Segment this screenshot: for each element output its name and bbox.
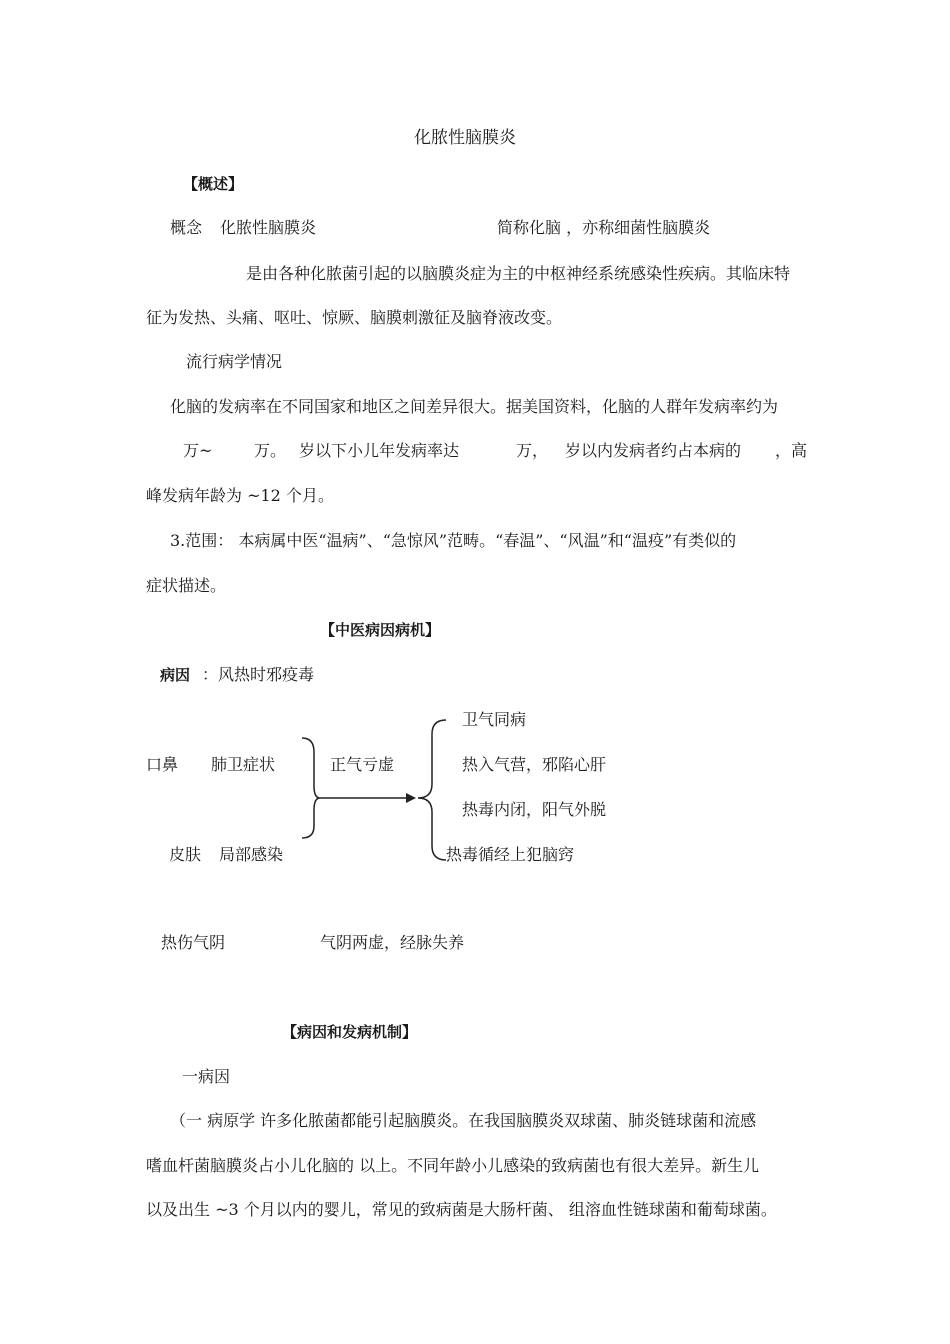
epidemiology-line-2-d: 万， — [516, 441, 549, 460]
epidemiology-line-2-b: 万。 — [254, 441, 287, 460]
cause-text: ：风热时邪疫毒 — [202, 665, 315, 684]
outcome-4: 热毒循经上犯脑窍 — [446, 845, 575, 864]
epidemiology-line-2-e: 岁以内发病者约占本病的 — [565, 441, 742, 460]
definition-line-2: 征为发热、头痛、呕吐、惊厥、脑膜刺激征及脑脊液改变。 — [146, 308, 563, 327]
outcome-1: 卫气同病 — [462, 710, 527, 729]
scope-line-1: 3.范围： 本病属中医“温病”、“急惊风”范畴。“春温”、“风温”和“温疫”有类似的 — [170, 531, 737, 550]
section-heading-overview: 【概述】 — [183, 175, 244, 193]
outcome-2: 热入气营，邪陷心肝 — [462, 755, 607, 774]
heat-damage-result: 气阴两虚，经脉失养 — [320, 933, 465, 952]
subheading-etiology: 一病因 — [182, 1067, 231, 1086]
route-2-symptom: 局部感染 — [219, 845, 284, 864]
heat-damage-label: 热伤气阴 — [161, 933, 226, 952]
split-brace — [418, 720, 446, 860]
section-heading-pathogenesis: 【病因和发病机制】 — [282, 1023, 418, 1041]
epidemiology-line-2-c: 岁以下小儿年发病率达 — [299, 441, 460, 460]
epidemiology-line-2-f: ，高 — [775, 441, 808, 460]
outcome-3: 热毒内闭，阳气外脱 — [462, 800, 607, 819]
etiology-paragraph-line-2: 嗜血杆菌脑膜炎占小儿化脑的 以上。不同年龄小儿感染的致病菌也有很大差异。新生儿 — [146, 1156, 760, 1175]
merge-brace — [302, 738, 320, 838]
concept-name: 化脓性脑膜炎 — [220, 218, 317, 237]
etiology-paragraph-line-1: （一 病原学 许多化脓菌都能引起脑膜炎。在我国脑膜炎双球菌、肺炎链球菌和流感 — [170, 1111, 757, 1130]
epidemiology-line-3: 峰发病年龄为 ~12 个月。 — [146, 486, 334, 505]
epidemiology-line-1: 化脑的发病率在不同国家和地区之间差异很大。据美国资料，化脑的人群年发病率约为 — [170, 397, 779, 416]
scope-line-2: 症状描述。 — [146, 576, 227, 595]
middle-factor: 正气亏虚 — [330, 755, 395, 774]
concept-alias: 简称化脑 ，亦称细菌性脑膜炎 — [497, 218, 711, 237]
definition-line-1: 是由各种化脓菌引起的以脑膜炎症为主的中枢神经系统感染性疾病。其临床特 — [246, 264, 791, 283]
cause-label: 病因 — [160, 666, 191, 684]
epidemiology-heading: 流行病学情况 — [186, 352, 283, 371]
route-1-entry: 口鼻 — [146, 755, 179, 774]
route-1-symptom: 肺卫症状 — [211, 755, 276, 774]
concept-label: 概念 — [170, 218, 203, 237]
epidemiology-line-2-a: 万~ — [183, 441, 213, 460]
etiology-paragraph-line-3: 以及出生 ~3 个月以内的婴儿，常见的致病菌是大肠杆菌、 组溶血性链球菌和葡萄球菌。 — [146, 1200, 777, 1219]
route-2-entry: 皮肤 — [169, 845, 202, 864]
section-heading-tcm: 【中医病因病机】 — [320, 621, 441, 639]
page-title: 化脓性脑膜炎 — [414, 128, 516, 148]
flow-arrow-head — [406, 793, 416, 803]
